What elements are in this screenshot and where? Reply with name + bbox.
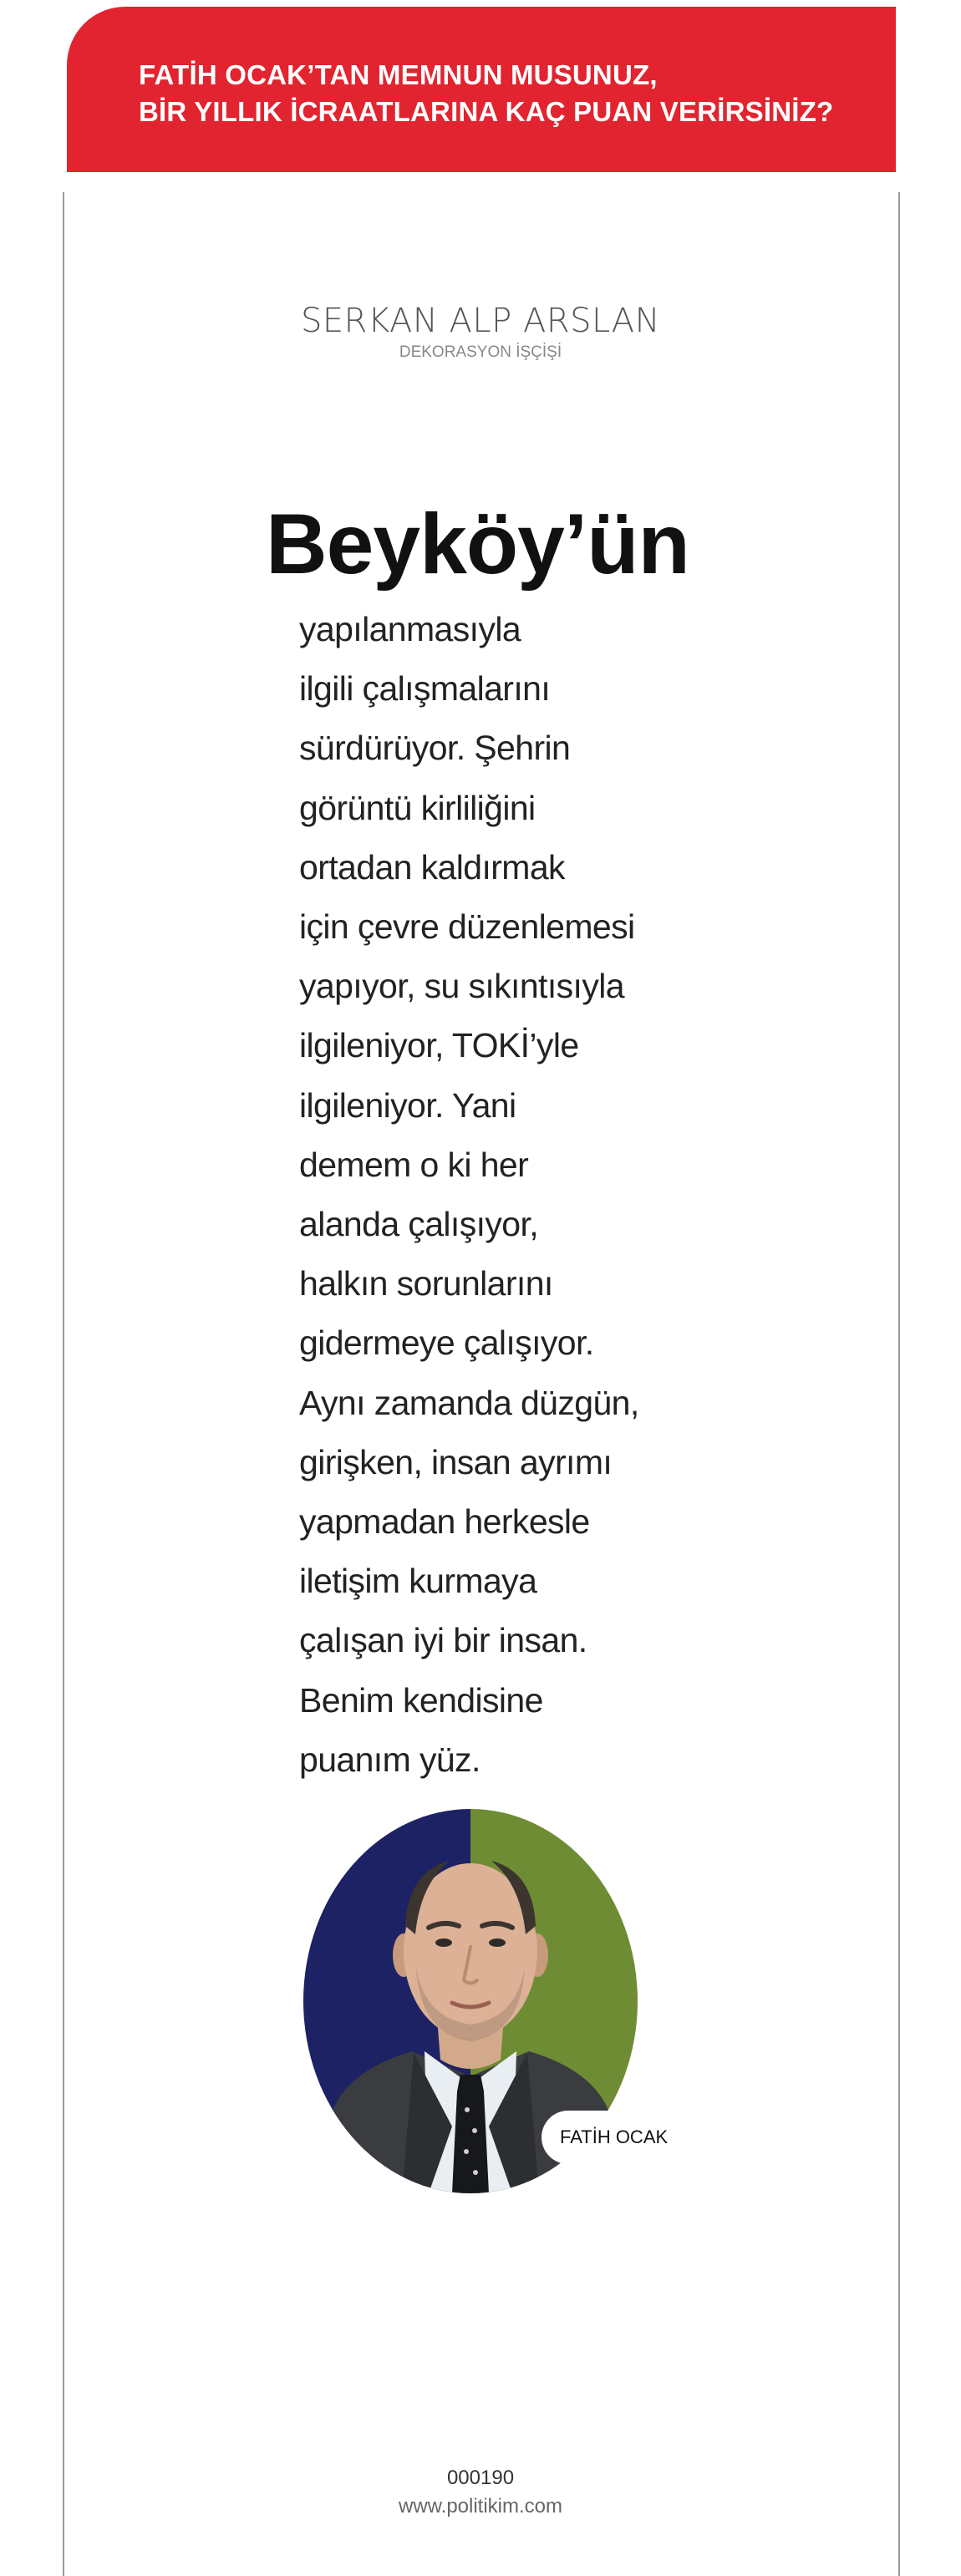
quote-line: ilgileniyor, TOKİ’yle: [299, 1026, 579, 1065]
quote-line: için çevre düzenlemesi: [299, 907, 635, 947]
headline: Beyköy’ün: [266, 496, 689, 592]
author-name: SERKAN ALP ARSLAN: [300, 302, 660, 340]
eye-right: [489, 1938, 506, 1947]
quote-line: görüntü kirliliğini: [299, 788, 536, 827]
quote-line: çalışan iyi bir insan.: [299, 1621, 587, 1660]
quote-line: ilgileniyor. Yani: [299, 1085, 516, 1125]
quote-body: [299, 600, 700, 1790]
quote-line: alanda çalışıyor,: [299, 1205, 539, 1244]
quote-line: ortadan kaldırmak: [299, 847, 565, 887]
quote-line: Benim kendisine: [299, 1680, 543, 1720]
frame-divider-right: [898, 192, 900, 2576]
quote-line: iletişim kurmaya: [299, 1562, 537, 1601]
quote-line: puanım yüz.: [299, 1740, 480, 1779]
quote-line: sürdürüyor. Şehrin: [299, 729, 571, 768]
eye-left: [435, 1938, 452, 1947]
quote-line: ilgili çalışmalarını: [299, 669, 551, 709]
quote-line: girişken, insan ayrımı: [299, 1442, 613, 1481]
header-banner: [67, 7, 896, 172]
footer-code: 000190: [446, 2467, 515, 2489]
photo-caption: FATİH OCAK: [542, 2111, 682, 2164]
author-role: DEKORASYON İŞÇİŞİ: [399, 343, 562, 361]
quote-line: yapmadan herkesle: [299, 1502, 590, 1542]
footer-url[interactable]: www.politikim.com: [398, 2495, 563, 2518]
header-question-line-2: BİR YILLIK İCRAATLARINA KAÇ PUAN VERİRSİNİZ?: [139, 96, 834, 127]
tie: [452, 2075, 489, 2193]
quote-line: yapıyor, su sıkıntısıyla: [299, 967, 624, 1006]
header-question-line-1: FATİH OCAK’TAN MEMNUN MUSUNUZ,: [139, 59, 658, 90]
quote-line: gidermeye çalışıyor.: [299, 1324, 594, 1363]
quote-line: Aynı zamanda düzgün,: [299, 1383, 639, 1422]
quote-line: halkın sorunlarını: [299, 1264, 553, 1303]
quote-line: demem o ki her: [299, 1145, 529, 1184]
footer: [0, 2465, 961, 2520]
frame-divider-left: [63, 192, 64, 2576]
author-block: [0, 301, 961, 363]
quote-line: yapılanmasıyla: [299, 610, 521, 648]
